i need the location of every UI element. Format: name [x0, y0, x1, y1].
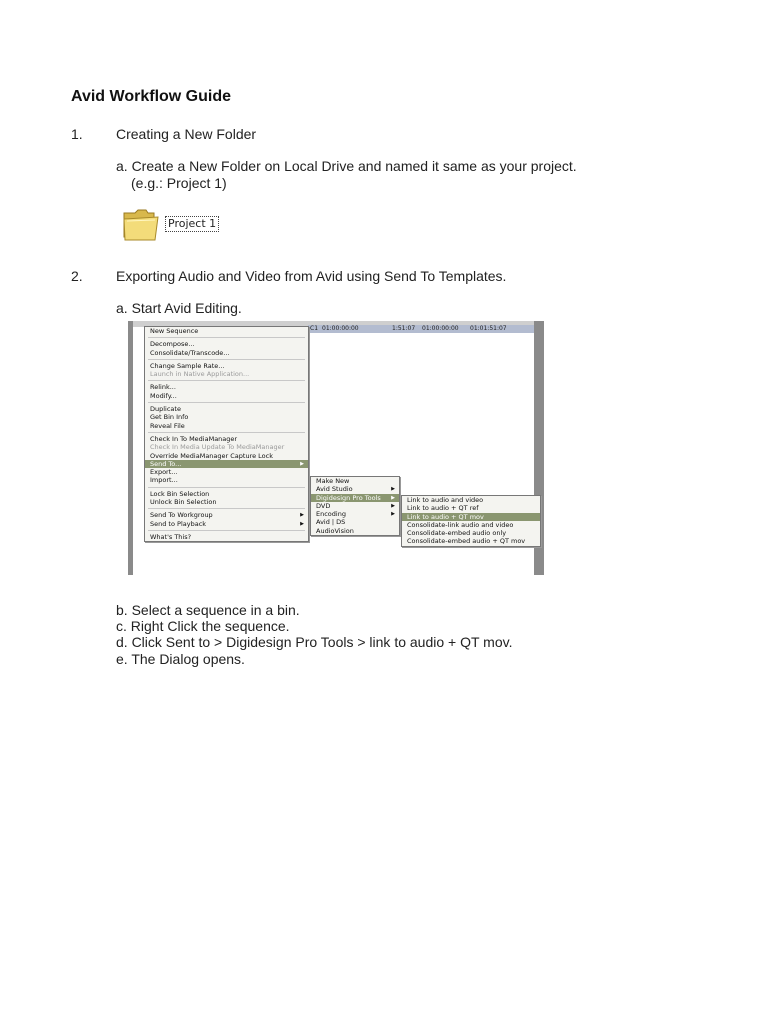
menu-unlock-bin-selection[interactable]: Unlock Bin Selection	[150, 498, 217, 507]
menu-launch-native: Launch in Native Application...	[150, 370, 250, 379]
menu-send-to-workgroup-label: Send To Workgroup	[150, 511, 213, 520]
bin-left-edge	[128, 321, 133, 575]
folder-icon[interactable]	[122, 207, 160, 243]
submenu-arrow-icon: ▶	[391, 486, 395, 493]
submenu-avid-ds[interactable]: Avid | DS	[316, 518, 346, 527]
bin-context-menu	[144, 326, 309, 542]
pt-link-audio-video[interactable]: Link to audio and video	[407, 496, 484, 504]
submenu-arrow-icon: ▶	[300, 520, 304, 527]
menu-check-in-mediamanager[interactable]: Check In To MediaManager	[150, 434, 238, 443]
pt-consolidate-embed-audio-qt[interactable]: Consolidate-embed audio + QT mov	[407, 537, 526, 546]
menu-change-sample-rate[interactable]: Change Sample Rate...	[150, 361, 225, 370]
menu-send-to-playback-label: Send to Playback	[150, 519, 207, 528]
submenu-dvd-label: DVD	[316, 501, 331, 510]
step-2b: b. Select a sequence in a bin.	[116, 602, 300, 618]
menu-new-sequence[interactable]: New Sequence	[150, 327, 199, 335]
step-2c: c. Right Click the sequence.	[116, 618, 290, 634]
selected-sequence-row[interactable]	[308, 325, 534, 333]
menu-modify[interactable]: Modify...	[150, 391, 177, 400]
step-2a: a. Start Avid Editing.	[116, 300, 242, 316]
submenu-encoding[interactable]	[311, 510, 399, 518]
folder-label[interactable]: Project 1	[165, 216, 219, 232]
submenu-avid-studio[interactable]	[311, 485, 399, 493]
menu-export[interactable]: Export...	[150, 468, 178, 477]
menu-separator	[148, 402, 305, 403]
pt-link-audio-qt-mov[interactable]: Link to audio + QT mov	[402, 513, 540, 521]
row-start: 01:00:00:00	[322, 325, 359, 332]
menu-consolidate[interactable]: Consolidate/Transcode...	[150, 348, 230, 357]
submenu-avid-studio-label: Avid Studio	[316, 485, 353, 494]
menu-separator	[148, 359, 305, 360]
step-2e: e. The Dialog opens.	[116, 651, 245, 667]
step-2-heading: Exporting Audio and Video from Avid using Send To Templates.	[116, 268, 507, 284]
menu-override-capture-lock[interactable]: Override MediaManager Capture Lock	[150, 451, 274, 460]
menu-check-in-media-update: Check In Media Update To MediaManager	[150, 443, 285, 452]
step-1a-line1: a. Create a New Folder on Local Drive and named it same as your project.	[116, 158, 577, 174]
pro-tools-submenu	[401, 495, 541, 547]
avid-context-menu-screenshot	[128, 321, 544, 575]
menu-whats-this[interactable]: What's This?	[150, 532, 192, 541]
menu-separator	[148, 380, 305, 381]
submenu-arrow-icon: ▶	[300, 460, 304, 467]
step-1a-line2: (e.g.: Project 1)	[131, 175, 227, 191]
menu-separator	[148, 432, 305, 433]
menu-send-to[interactable]	[145, 460, 308, 468]
menu-get-bin-info[interactable]: Get Bin Info	[150, 413, 189, 422]
submenu-arrow-icon: ▶	[391, 502, 395, 509]
submenu-digidesign-pro-tools[interactable]	[311, 494, 399, 502]
page-title: Avid Workflow Guide	[71, 88, 232, 105]
submenu-make-new[interactable]: Make New	[316, 477, 350, 485]
menu-lock-bin-selection[interactable]: Lock Bin Selection	[150, 489, 210, 498]
menu-import[interactable]: Import...	[150, 476, 178, 485]
submenu-arrow-icon: ▶	[391, 494, 395, 501]
pt-consolidate-embed-audio[interactable]: Consolidate-embed audio only	[407, 529, 507, 538]
submenu-dvd[interactable]	[311, 502, 399, 510]
menu-separator	[148, 530, 305, 531]
menu-separator	[148, 508, 305, 509]
menu-send-to-playback[interactable]	[145, 520, 308, 528]
step-1-heading: Creating a New Folder	[116, 126, 257, 142]
submenu-arrow-icon: ▶	[300, 512, 304, 519]
submenu-digidesign-pro-tools-label: Digidesign Pro Tools	[316, 493, 381, 502]
submenu-encoding-label: Encoding	[316, 510, 346, 519]
send-to-submenu	[310, 476, 400, 536]
row-name: C1	[310, 325, 319, 332]
row-duration: 1:51:07	[392, 325, 416, 332]
pt-consolidate-link[interactable]: Consolidate-link audio and video	[407, 520, 514, 529]
step-2-number: 2.	[71, 268, 83, 284]
menu-send-to-workgroup[interactable]	[145, 511, 308, 519]
menu-decompose[interactable]: Decompose...	[150, 340, 195, 349]
submenu-arrow-icon: ▶	[391, 511, 395, 518]
step-1-number: 1.	[71, 126, 83, 142]
menu-relink[interactable]: Relink...	[150, 383, 176, 392]
menu-send-to-label: Send To...	[150, 459, 182, 468]
menu-reveal-file[interactable]: Reveal File	[150, 421, 185, 430]
menu-separator	[148, 337, 305, 338]
row-mark-out: 01:01:51:07	[470, 325, 507, 332]
row-mark-in: 01:00:00:00	[422, 325, 459, 332]
step-2d: d. Click Sent to > Digidesign Pro Tools > link to audio + QT mov.	[116, 634, 513, 650]
menu-separator	[148, 487, 305, 488]
pt-link-audio-qt-ref[interactable]: Link to audio + QT ref	[407, 504, 479, 513]
submenu-audiovision[interactable]: AudioVision	[316, 526, 354, 535]
menu-duplicate[interactable]: Duplicate	[150, 405, 181, 414]
